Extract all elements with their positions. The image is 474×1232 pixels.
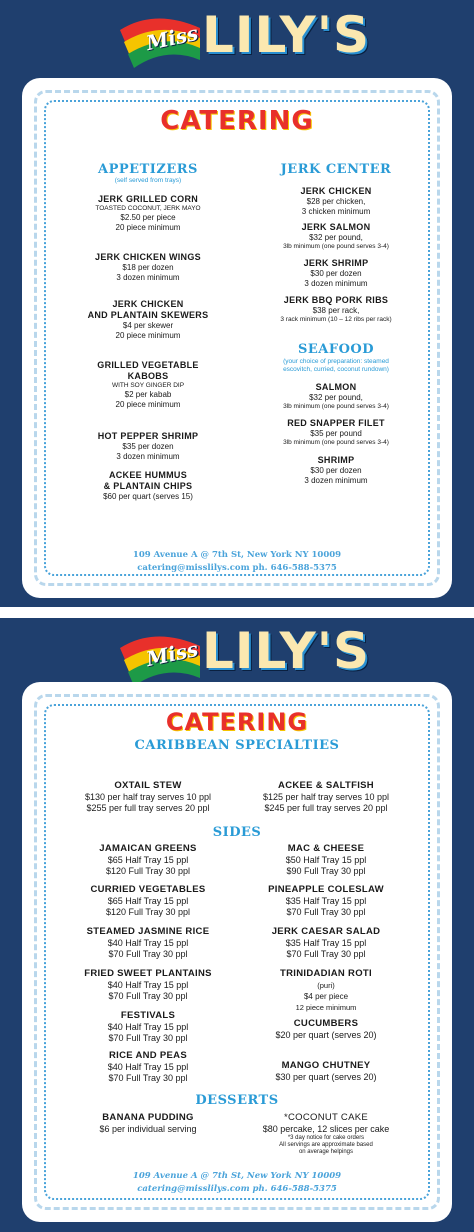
- menu-item-name: CURRIED VEGETABLES: [90, 884, 206, 895]
- menu-item-price: $6 per individual serving: [99, 1124, 197, 1134]
- menu-item-name: AND PLANTAIN SKEWERS: [87, 310, 209, 320]
- section-subheading-seafood: (your choice of preparation: steamed: [283, 358, 389, 365]
- menu-item: [246, 382, 426, 411]
- menu-item-minimum: 3 dozen minimum: [116, 273, 180, 282]
- section-heading-appetizers: APPETIZERS: [98, 162, 198, 177]
- menu-item-minimum: 3 dozen minimum: [304, 476, 368, 485]
- menu-item-price: $90 Full Tray 30 ppl: [286, 866, 366, 876]
- section-subheading-appetizers: (self served from trays): [114, 177, 182, 184]
- menu-item-name: CUCUMBERS: [293, 1018, 359, 1029]
- menu-item: [58, 470, 238, 502]
- menu-item-name: MAC & CHEESE: [287, 843, 365, 854]
- menu-item-name: & PLANTAIN CHIPS: [103, 481, 193, 491]
- menu-item-minimum: 20 piece minimum: [115, 400, 181, 409]
- menu-item-price: $35 per dozen: [122, 442, 174, 451]
- brand-lilys: LILY'S: [202, 6, 371, 64]
- menu-item-price: $28 per chicken,: [306, 197, 366, 206]
- menu-item: [58, 299, 238, 341]
- menu-item: [236, 1112, 416, 1156]
- menu-item: [246, 258, 426, 289]
- menu-item: [58, 884, 238, 918]
- footer-contact: catering@misslilys.com ph. 646-588-5375: [137, 1184, 337, 1194]
- menu-item-name: STEAMED JASMINE RICE: [86, 926, 210, 937]
- menu-item-price: $2.50 per piece: [120, 213, 176, 222]
- menu-item-price: $40 Half Tray 15 ppl: [107, 938, 189, 948]
- brand-logo: [0, 0, 474, 80]
- section-heading-seafood: SEAFOOD: [297, 342, 375, 357]
- menu-item-price: $40 Half Tray 15 ppl: [107, 1022, 189, 1032]
- brand-miss: Miss: [144, 20, 201, 56]
- menu-item-name: JERK CHICKEN: [112, 299, 184, 309]
- menu-item: [58, 1112, 238, 1135]
- menu-item-minimum: 20 piece minimum: [115, 223, 181, 232]
- page-title: CATERING: [160, 106, 314, 136]
- menu-item-name: PINEAPPLE COLESLAW: [268, 884, 384, 895]
- menu-item-price: $35 Half Tray 15 ppl: [285, 938, 367, 948]
- menu-item-name: RICE AND PEAS: [109, 1050, 187, 1061]
- menu-item-name: ACKEE HUMMUS: [108, 470, 188, 480]
- menu-item-price: $125 per half tray serves 10 ppl: [262, 792, 390, 802]
- menu-item-detail: (puri): [317, 981, 335, 990]
- menu-item-name: TRINIDADIAN ROTI: [280, 968, 372, 979]
- menu-item-price: $80 percake, 12 slices per cake: [262, 1124, 390, 1134]
- menu-item-name: RED SNAPPER FILET: [287, 418, 385, 428]
- menu-item-note: *3 day notice for cake orders: [287, 1135, 365, 1141]
- menu-item: [58, 252, 238, 283]
- menu-item-minimum: 12 piece minimum: [295, 1003, 357, 1012]
- menu-item-name: JERK BBQ PORK RIBS: [283, 295, 389, 305]
- menu-item-price: $70 Full Tray 30 ppl: [286, 907, 366, 917]
- menu-item-name: JERK CHICKEN WINGS: [95, 252, 201, 262]
- menu-item-name: JERK GRILLED CORN: [97, 194, 199, 204]
- menu-item-detail: WITH SOY GINGER DIP: [111, 382, 185, 389]
- menu-item-name: FRIED SWEET PLANTAINS: [84, 968, 212, 979]
- menu-item-minimum: 3 dozen minimum: [116, 452, 180, 461]
- menu-item-minimum: 3lb minimum (one pound serves 3-4): [283, 439, 389, 446]
- brand-lilys: LILY'S: [202, 622, 371, 680]
- menu-item-name: BANANA PUDDING: [102, 1112, 194, 1123]
- menu-item-name: SHRIMP: [317, 455, 355, 465]
- menu-item-price: $2 per kabab: [124, 390, 172, 399]
- section-heading-jerk-center: JERK CENTER: [280, 162, 392, 177]
- menu-item-name: HOT PEPPER SHRIMP: [97, 431, 199, 441]
- menu-item-name: JERK SHRIMP: [303, 258, 369, 268]
- section-heading-caribbean: CARIBBEAN SPECIALTIES: [134, 738, 340, 753]
- menu-item-price: $32 per pound,: [309, 393, 363, 402]
- menu-item-price: $245 per full tray serves 20 ppl: [264, 803, 388, 813]
- menu-item-price: $20 per quart (serves 20): [275, 1030, 377, 1040]
- menu-item-price: $35 per pound: [310, 429, 362, 438]
- menu-item: [58, 843, 238, 877]
- menu-item-price: $120 Full Tray 30 ppl: [105, 907, 191, 917]
- menu-item: [58, 780, 238, 814]
- menu-item: [246, 186, 426, 217]
- menu-item-note: on average helpings: [298, 1149, 354, 1155]
- menu-item-price: $70 Full Tray 30 ppl: [108, 1033, 188, 1043]
- menu-item-price: $32 per pound,: [309, 233, 363, 242]
- menu-item: [58, 431, 238, 462]
- menu-item-name: SALMON: [315, 382, 357, 392]
- menu-item: [58, 1050, 238, 1084]
- menu-item-price: $30 per dozen: [310, 269, 362, 278]
- menu-item-name: *COCONUT CAKE: [284, 1112, 368, 1123]
- menu-item: [246, 418, 426, 447]
- menu-item-price: $120 Full Tray 30 ppl: [105, 866, 191, 876]
- menu-item: [236, 884, 416, 918]
- menu-item-name: JERK SALMON: [301, 222, 371, 232]
- menu-item-price: $60 per quart (serves 15): [103, 492, 193, 501]
- menu-item-name: JAMAICAN GREENS: [99, 843, 197, 854]
- menu-page-1: [0, 0, 474, 607]
- menu-item-name: MANGO CHUTNEY: [281, 1060, 371, 1071]
- menu-item-price: $65 Half Tray 15 ppl: [107, 855, 189, 865]
- menu-item-note: All servings are approximate based: [279, 1142, 373, 1148]
- menu-item: [58, 360, 238, 410]
- menu-item-name: OXTAIL STEW: [114, 780, 182, 791]
- section-heading-desserts: DESSERTS: [195, 1093, 279, 1108]
- menu-item-price: $70 Full Tray 30 ppl: [108, 991, 188, 1001]
- menu-item-price: $35 Half Tray 15 ppl: [285, 896, 367, 906]
- menu-item-price: $40 Half Tray 15 ppl: [107, 1062, 189, 1072]
- menu-item-minimum: 3 chicken minimum: [301, 207, 371, 216]
- menu-item: [246, 222, 426, 251]
- menu-item-price: $50 Half Tray 15 ppl: [285, 855, 367, 865]
- menu-item-price: $40 Half Tray 15 ppl: [107, 980, 189, 990]
- menu-item-minimum: 3lb minimum (one pound serves 3-4): [283, 403, 389, 410]
- menu-item-price: $38 per rack,: [312, 306, 360, 315]
- menu-page-2: [0, 618, 474, 1232]
- menu-item: [236, 1060, 416, 1083]
- menu-item: [58, 194, 238, 233]
- menu-item-name: JERK CAESAR SALAD: [271, 926, 381, 937]
- menu-item-minimum: 20 piece minimum: [115, 331, 181, 340]
- menu-item-price: $130 per half tray serves 10 ppl: [84, 792, 212, 802]
- menu-item-price: $30 per quart (serves 20): [275, 1072, 377, 1082]
- menu-item: [58, 926, 238, 960]
- menu-item: [236, 1018, 416, 1041]
- menu-item: [236, 843, 416, 877]
- menu-item-price: $70 Full Tray 30 ppl: [108, 949, 188, 959]
- menu-item: [246, 455, 426, 486]
- menu-item-minimum: 3 dozen minimum: [304, 279, 368, 288]
- menu-item: [58, 968, 238, 1002]
- menu-item-price: $4 per skewer: [122, 321, 174, 330]
- footer-contact: catering@misslilys.com ph. 646-588-5375: [137, 563, 337, 573]
- brand-miss: Miss: [144, 636, 201, 672]
- menu-item-price: $70 Full Tray 30 ppl: [108, 1073, 188, 1083]
- menu-item: [58, 1010, 238, 1044]
- menu-item-name: FESTIVALS: [120, 1010, 176, 1021]
- menu-item: [236, 780, 416, 814]
- footer-address: 109 Avenue A @ 7th St, New York NY 10009: [132, 550, 342, 560]
- page-title: CATERING: [165, 708, 309, 736]
- menu-item-minimum: 3lb minimum (one pound serves 3-4): [283, 243, 389, 250]
- menu-item: [236, 926, 416, 960]
- menu-item-minimum: 3 rack minimum (10 – 12 ribs per rack): [280, 316, 392, 323]
- menu-item-price: $70 Full Tray 30 ppl: [286, 949, 366, 959]
- section-subheading-seafood: escovitch, curried, coconut rundown): [283, 366, 389, 373]
- menu-item-price: $4 per piece: [303, 992, 349, 1001]
- menu-item-name: ACKEE & SALTFISH: [278, 780, 374, 791]
- menu-item: [246, 295, 426, 324]
- menu-item-name: GRILLED VEGETABLE: [97, 360, 199, 370]
- footer-address: 109 Avenue A @ 7th St, New York NY 10009: [132, 1171, 342, 1181]
- menu-item-price: $30 per dozen: [310, 466, 362, 475]
- menu-item-price: $255 per full tray serves 20 ppl: [86, 803, 210, 813]
- menu-item-price: $65 Half Tray 15 ppl: [107, 896, 189, 906]
- menu-item-name: KABOBS: [127, 371, 169, 381]
- section-heading-sides: SIDES: [212, 825, 262, 840]
- menu-item-name: JERK CHICKEN: [300, 186, 372, 196]
- menu-item-price: $18 per dozen: [122, 263, 174, 272]
- menu-item: [236, 968, 416, 1013]
- menu-item-detail: TOASTED COCONUT, JERK MAYO: [95, 205, 201, 212]
